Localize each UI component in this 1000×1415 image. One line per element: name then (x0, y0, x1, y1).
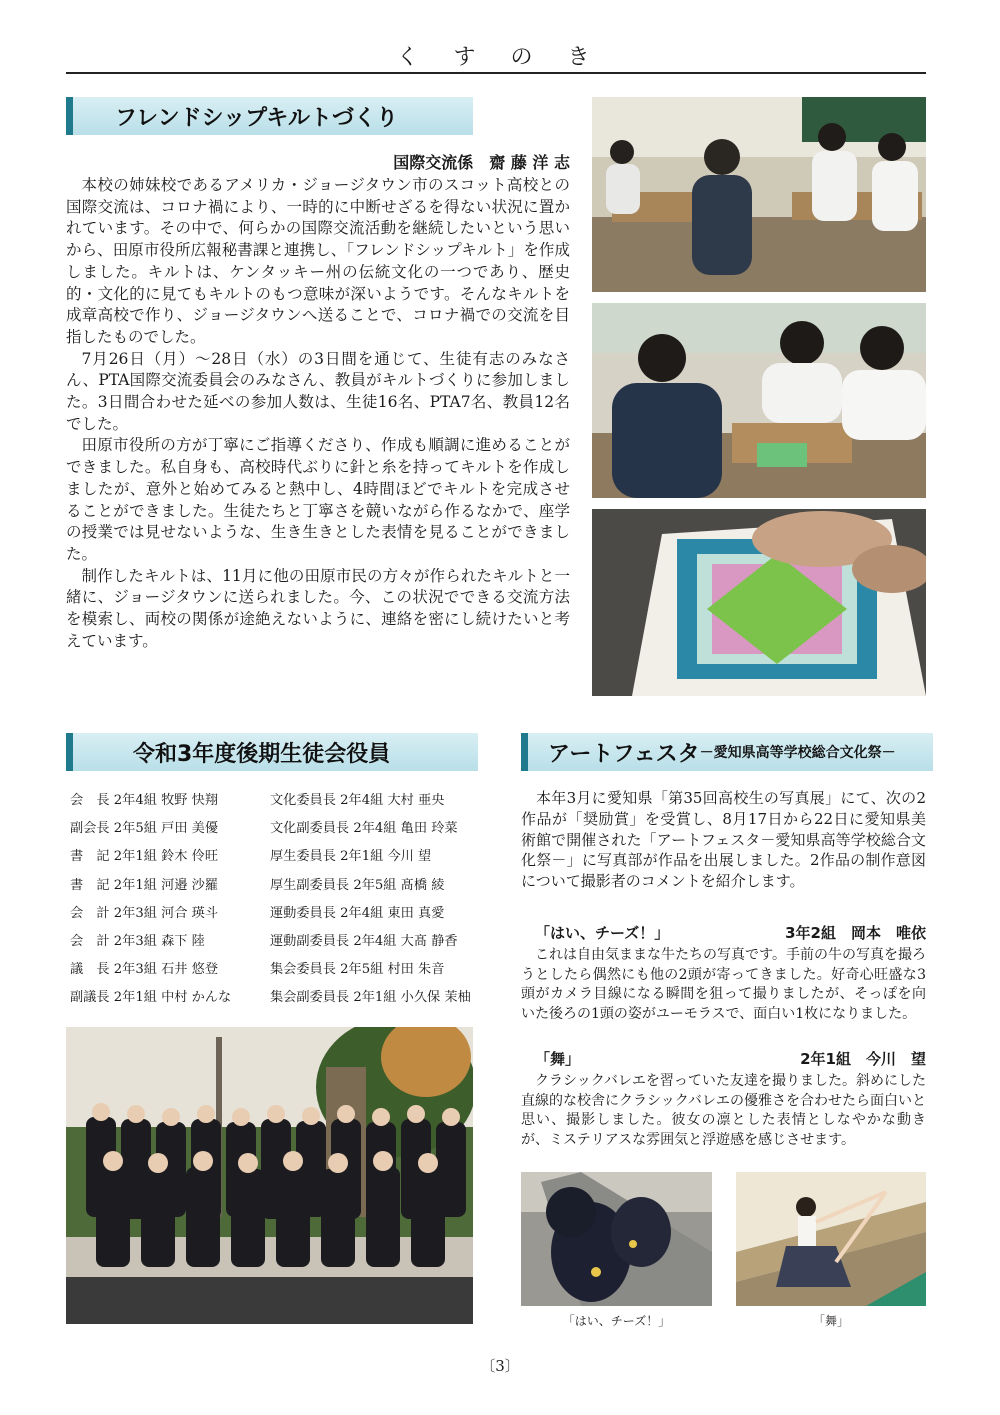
officer-row (70, 956, 490, 984)
officer-right: 文化副委員長 2年4組 亀田 玲菜 (270, 821, 458, 837)
work2-author: 2年1組 今川 望 (800, 1050, 926, 1068)
officer-right: 運動副委員長 2年4組 大髙 静香 (270, 934, 458, 950)
work1-comment: これは自由気ままな牛たちの写真です。手前の牛の写真を撮ろうとしたら偶然にも他の2頭が寄ってきました。好奇心旺盛な3頭がカメラ目線になる瞬間を狙って撮りましたが、そっぽを向いた後ろの1頭の姿がユーモラスで、面白い1枚になりました。 (521, 947, 926, 1022)
officer-row (70, 928, 490, 956)
work1-title: 「はい、チーズ！」 (535, 924, 670, 942)
officer-list (70, 787, 490, 1013)
work1-caption: 「はい、チーズ！」 (562, 1314, 671, 1328)
quilt-sewing-photo (592, 303, 926, 498)
officer-left: 書 記 2年1組 河邉 沙羅 (70, 877, 219, 893)
work2-caption: 「舞」 (812, 1314, 849, 1328)
officer-left: 副議長 2年1組 中村 かんな (70, 990, 232, 1006)
officer-left: 副会長 2年5組 戸田 美優 (70, 821, 219, 837)
officer-right: 厚生委員長 2年1組 今川 望 (270, 849, 432, 865)
article3-subtitle: －愛知県高等学校総合文化祭－ (699, 745, 896, 761)
cows-photo (521, 1172, 712, 1306)
officer-row (70, 787, 490, 815)
work1-comment-block (521, 946, 926, 1024)
officer-row (70, 872, 490, 900)
officer-row (70, 843, 490, 871)
article1-paragraph: 制作したキルトは、11月に他の田原市民の方々が作られたキルトと一緒に、ジョージタウンに送られました。今、この状況でできる交流方法を模索し、両校の関係が途絶えないように、連絡を密にし続けたいと考えています。 (66, 566, 570, 650)
officer-left: 議 長 2年3組 石井 悠登 (70, 962, 219, 978)
officer-row (70, 815, 490, 843)
officer-right: 厚生副委員長 2年5組 髙橋 綾 (270, 877, 445, 893)
officer-right: 文化委員長 2年4組 大村 亜央 (270, 793, 445, 808)
article3-title: アートフェスタ (548, 741, 700, 767)
officer-left: 会 長 2年4組 牧野 快翔 (70, 793, 219, 808)
officer-row (70, 984, 490, 1012)
article2-title: 令和3年度後期生徒会役員 (133, 741, 391, 767)
work2-title: 「舞」 (535, 1050, 581, 1068)
article1-author: 国際交流係 齋 藤 洋 志 (393, 153, 570, 172)
officer-right: 集会委員長 2年5組 村田 朱音 (270, 962, 445, 978)
article1-heading (66, 97, 473, 135)
article1-paragraph: 7月26日（月）～28日（水）の3日間を通じて、生徒有志のみなさん、PTA国際交流委員会のみなさん、教員がキルトづくりに参加しました。3日間合わせた延べの参加人数は、生徒16名、PTA7名、教員12名でした。 (66, 349, 570, 433)
masthead-title: く す の き (396, 45, 604, 70)
article1-body (66, 175, 570, 652)
article3-heading (521, 733, 933, 771)
page-number: 〔3〕 (480, 1357, 520, 1375)
work1-author: 3年2組 岡本 唯依 (785, 924, 926, 942)
work2-comment-block (521, 1072, 926, 1150)
article1-title: フレンドシップキルトづくり (115, 105, 399, 131)
article1-paragraph: 本校の姉妹校であるアメリカ・ジョージタウン市のスコット高校との国際交流は、コロナ禍により、一時的に中断せざるを得ない状況に置かれています。その中で、何らかの国際交流活動を継続したいという思いから、田原市役所広報秘書課と連携し、「フレンドシップキルト」を作成しました。キルトは、ケンタッキー州の伝統文化の一つであり、歴史的・文化的に見てもキルトのもつ意味が深いようです。そんなキルトを成章高校で作り、ジョージタウンへ送ることで、コロナ禍での交流を目指したものでした。 (66, 176, 570, 346)
work2-comment: クラシックバレエを習っていた友達を撮りました。斜めにした直線的な校舎にクラシックバレエの優雅さを合わせたら面白いと思い、撮影しました。彼女の凛とした表情としなやかな動きが、ミステリアスな雰囲気と浮遊感を感じさせます。 (521, 1073, 926, 1148)
article2-heading (66, 733, 478, 771)
header-rule (66, 72, 926, 74)
officer-row (70, 900, 490, 928)
officer-right: 運動委員長 2年4組 東田 真愛 (270, 905, 445, 921)
article1-paragraph: 田原市役所の方が丁寧にご指導くださり、作成も順調に進めることができました。私自身も、高校時代ぶりに針と糸を持ってキルトを作成しましたが、意外と始めてみると熱中し、4時間ほどでキルトを完成させることができました。生徒たちと丁寧さを競いながら作るなかで、座学の授業では見せないような、生き生きとした表情を見ることができました。 (66, 436, 570, 563)
quilt-classroom-photo (592, 97, 926, 292)
officer-left: 書 記 2年1組 鈴木 伶旺 (70, 849, 219, 865)
article3-intro: 本年3月に愛知県「第35回高校生の写真展」にて、次の2作品が「奨励賞」を受賞し、8月17日から22日に愛知県美術館で開催された「アートフェスタ－愛知県高等学校総合文化祭－」に写真部が作品を出展しました。2作品の制作意図について撮影者のコメントを紹介します。 (521, 789, 926, 891)
article3-intro-block (521, 788, 926, 892)
quilt-closeup-photo (592, 509, 926, 696)
officer-left: 会 計 2年3組 森下 陸 (70, 934, 205, 950)
ballet-photo (736, 1172, 926, 1306)
officer-left: 会 計 2年3組 河合 瑛斗 (70, 905, 219, 921)
officer-right: 集会副委員長 2年1組 小久保 茉柚 (270, 990, 471, 1006)
student-council-group-photo (66, 1027, 473, 1324)
